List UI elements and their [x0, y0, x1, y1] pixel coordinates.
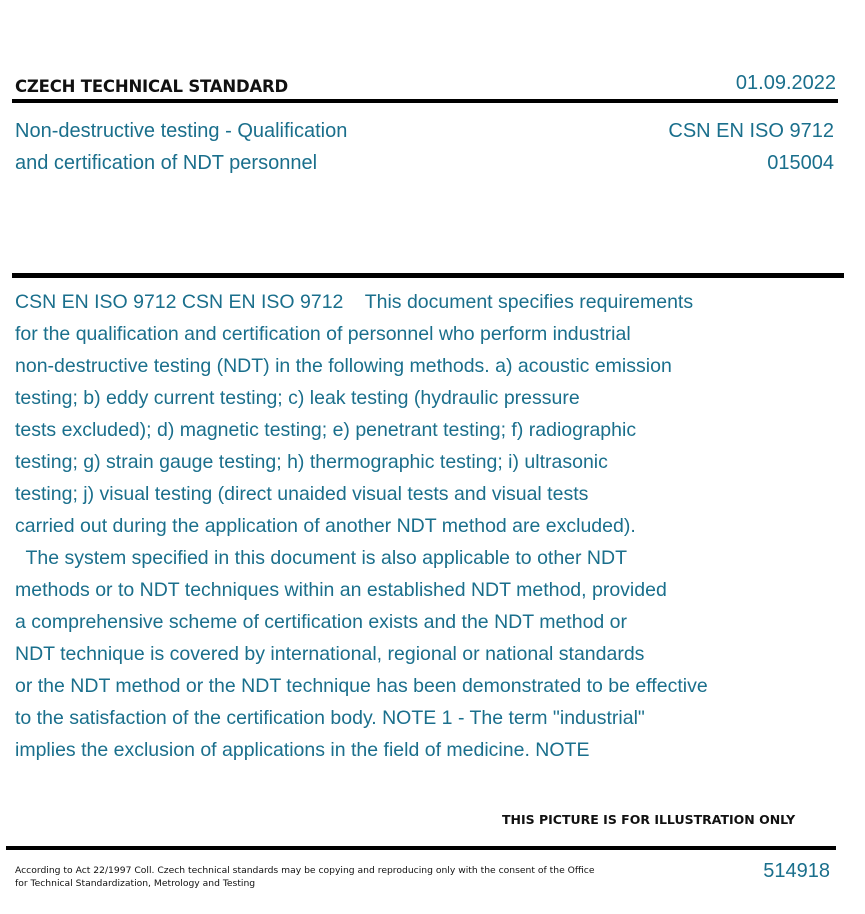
abstract-line: tests excluded); d) magnetic testing; e) penetrant testing; f) radiographic [15, 419, 637, 441]
abstract-line: NDT technique is covered by international, regional or national standards [15, 643, 645, 665]
abstract-line: CSN EN ISO 9712 CSN EN ISO 9712 This document specifies requirements [15, 291, 694, 313]
abstract-line: for the qualification and certification of personnel who perform industrial [15, 323, 631, 345]
abstract-line: The system specified in this document is also applicable to other NDT [15, 547, 628, 569]
abstract-line: a comprehensive scheme of certification exists and the NDT method or [15, 611, 628, 633]
publication-date: 01.09.2022 [735, 72, 836, 94]
illustration-disclaimer: THIS PICTURE IS FOR ILLUSTRATION ONLY [502, 812, 796, 827]
document-identifiers [668, 115, 834, 179]
standard-code: CSN EN ISO 9712 [668, 120, 834, 142]
classification-number: 015004 [767, 152, 834, 174]
middle-divider [12, 273, 844, 278]
title-line-2: and certification of NDT personnel [15, 152, 318, 174]
title-line-1: Non-destructive testing - Qualification [15, 120, 348, 142]
top-divider [12, 99, 838, 103]
copyright-line-1: According to Act 22/1997 Coll. Czech technical standards may be copying and reproducing only with the consent of the Office [15, 865, 595, 876]
copyright-line-2: for Technical Standardization, Metrology and Testing [15, 878, 256, 889]
copyright-notice [15, 864, 594, 890]
abstract-line: or the NDT method or the NDT technique has been demonstrated to be effective [15, 675, 708, 697]
abstract-line: to the satisfaction of the certification body. NOTE 1 - The term "industrial" [15, 707, 645, 729]
abstract-text [15, 286, 805, 766]
abstract-line: testing; g) strain gauge testing; h) thermographic testing; i) ultrasonic [15, 451, 608, 473]
abstract-line: carried out during the application of another NDT method are excluded). [15, 515, 636, 537]
abstract-line: implies the exclusion of applications in the field of medicine. NOTE [15, 739, 590, 761]
abstract-line: methods or to NDT techniques within an established NDT method, provided [15, 579, 667, 601]
catalog-number: 514918 [763, 860, 830, 882]
abstract-line: non-destructive testing (NDT) in the following methods. a) acoustic emission [15, 355, 672, 377]
bottom-divider [6, 846, 836, 850]
standard-type-label: CZECH TECHNICAL STANDARD [15, 77, 289, 96]
abstract-line: testing; j) visual testing (direct unaided visual tests and visual tests [15, 483, 589, 505]
document-title [15, 115, 347, 179]
abstract-line: testing; b) eddy current testing; c) leak testing (hydraulic pressure [15, 387, 580, 409]
